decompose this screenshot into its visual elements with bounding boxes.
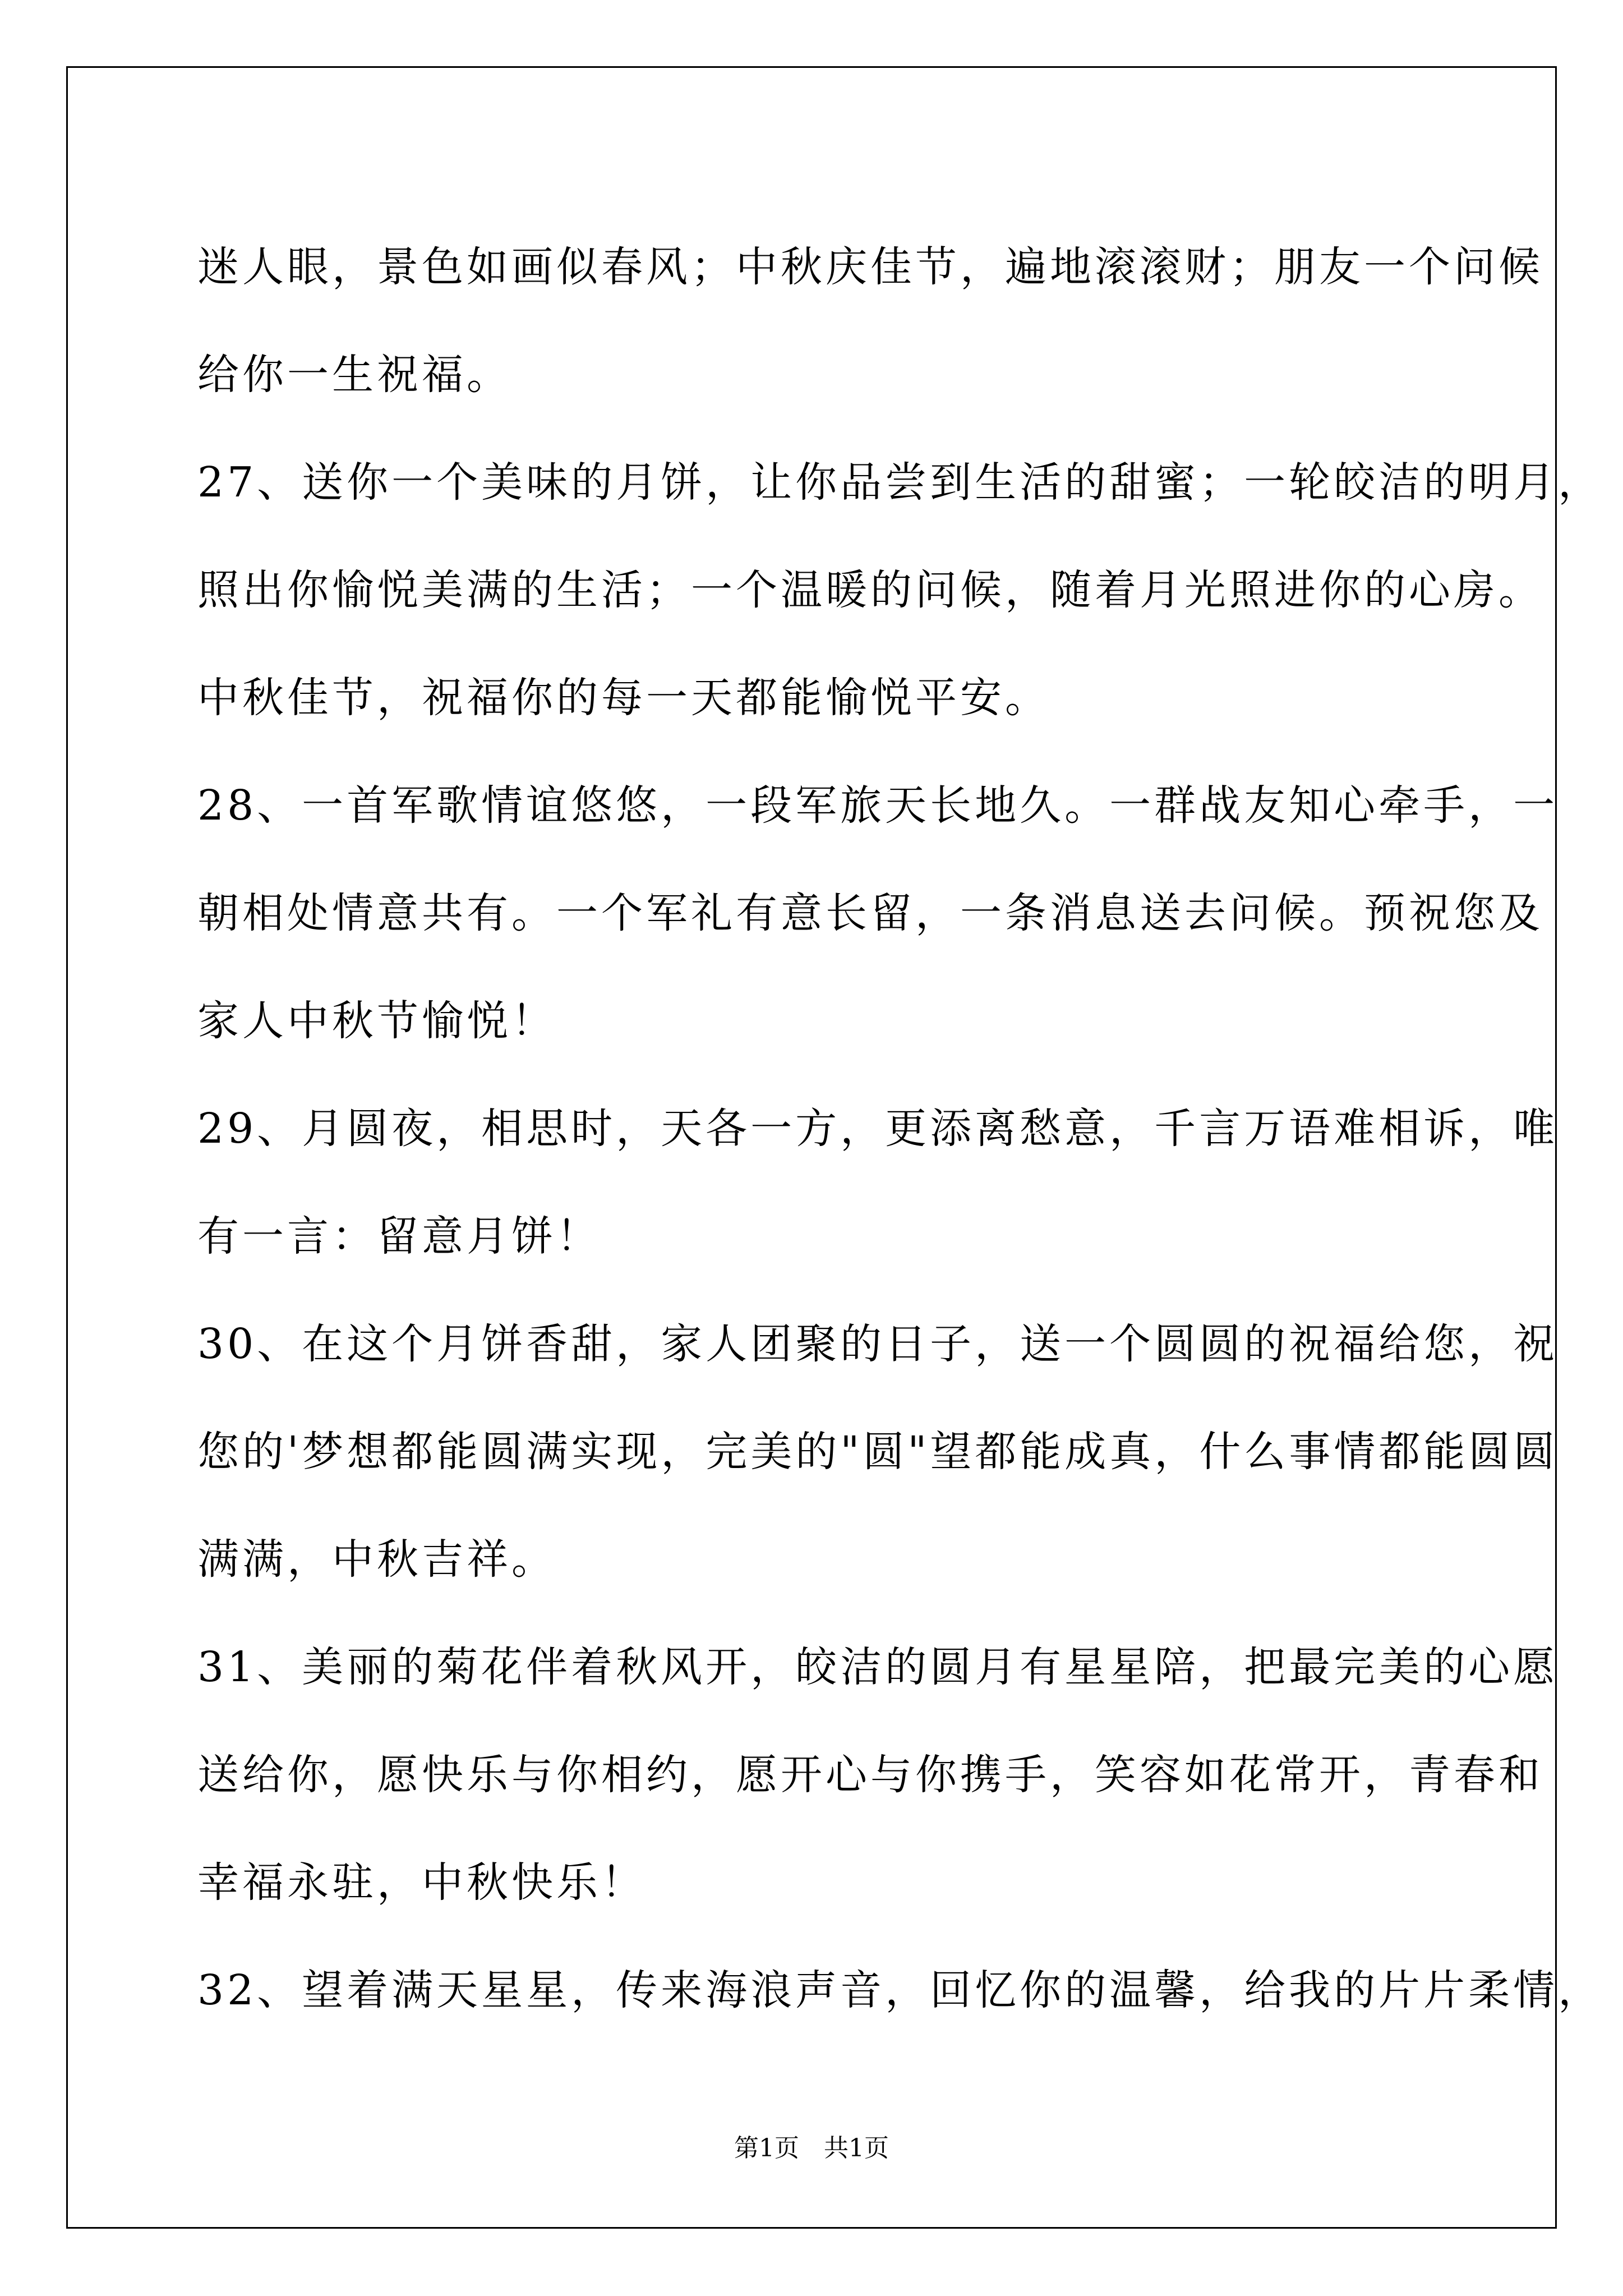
text-line: 朝相处情意共有。一个军礼有意长留，一条消息送去问候。预祝您及 [197, 889, 1543, 937]
text-line: 30、在这个月饼香甜，家人团聚的日子，送一个圆圆的祝福给您，祝 [197, 1320, 1559, 1368]
text-line: 27、送你一个美味的月饼，让你品尝到生活的甜蜜；一轮皎洁的明月， [197, 458, 1603, 507]
text-line: 照出你愉悦美满的生活；一个温暖的问候，随着月光照进你的心房。 [197, 566, 1543, 614]
text-line: 28、一首军歌情谊悠悠，一段军旅天长地久。一群战友知心牵手，一 [197, 781, 1559, 830]
page-number-footer: 第1页 共1页 [734, 2134, 889, 2162]
text-line: 幸福永驻，中秋快乐！ [197, 1858, 646, 1907]
text-line: 29、月圆夜，相思时，天各一方，更添离愁意，千言万语难相诉，唯 [197, 1105, 1559, 1153]
document-body [197, 213, 1603, 2044]
text-line: 送给你，愿快乐与你相约，愿开心与你携手，笑容如花常开，青春和 [197, 1751, 1543, 1799]
text-line: 您的'梦想都能圆满实现，完美的"圆"望都能成真，什么事情都能圆圆 [197, 1428, 1559, 1476]
text-line: 满满，中秋吉祥。 [197, 1535, 556, 1584]
text-line: 31、美丽的菊花伴着秋风开，皎洁的圆月有星星陪，把最完美的心愿 [197, 1643, 1559, 1691]
text-line: 32、望着满天星星，传来海浪声音，回忆你的温馨，给我的片片柔情， [197, 1966, 1603, 2014]
text-line: 有一言：留意月饼！ [197, 1212, 601, 1260]
text-line: 给你一生祝福。 [197, 351, 511, 399]
text-line: 中秋佳节，祝福你的每一天都能愉悦平安。 [197, 674, 1050, 722]
text-line: 家人中秋节愉悦！ [197, 997, 556, 1045]
text-line: 迷人眼，景色如画似春风；中秋庆佳节，遍地滚滚财；朋友一个问候 [197, 243, 1543, 291]
